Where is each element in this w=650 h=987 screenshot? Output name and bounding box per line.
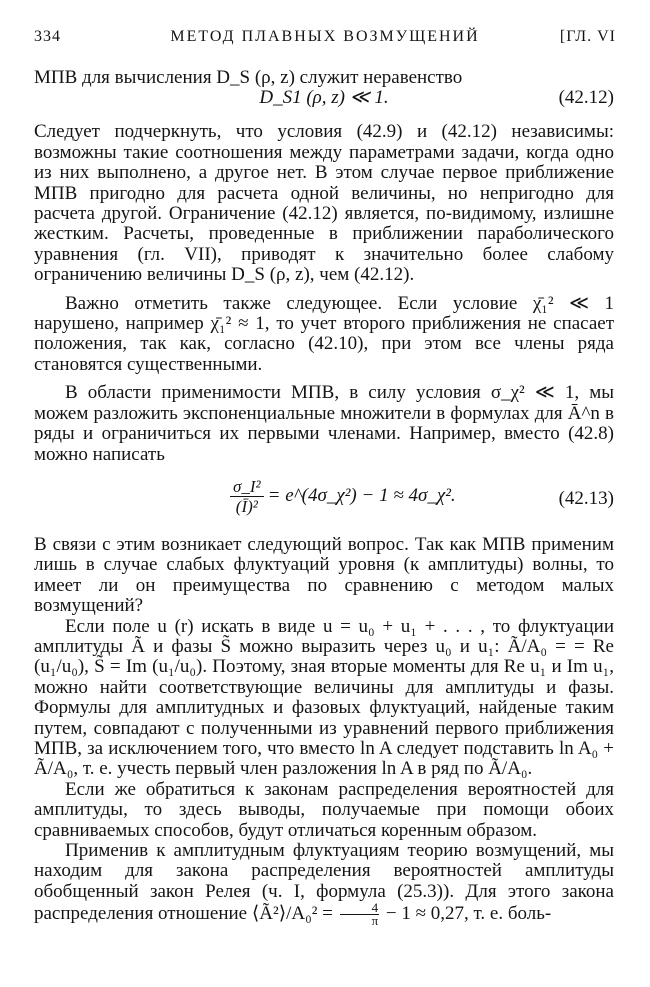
chapter-label: [ГЛ. VI [559, 28, 616, 45]
paragraph-8-text: Применив к амплитудным флуктуациям теорию возмущений, мы находим для закона распределения вероятностей амплитуды обобщенный закон Релея (ч. I, формула (25.3)). Для этого закона распределения отношение ⟨Ã²⟩/A₀² = [34, 840, 614, 925]
running-title: МЕТОД ПЛАВНЫХ ВОЗМУЩЕНИЙ [170, 28, 480, 45]
paragraph-5: В связи с этим возникает следующий вопрос. Так как МПВ применим лишь в случае слабых флуктуаций уровня (к амплитуды) волны, то имеет ли он преимущества по сравнению с методом малых возмущений? [34, 533, 614, 617]
formula-42-12 [34, 88, 614, 114]
formula-42-13-numerator: σ_I² [230, 477, 264, 497]
formula-42-13-number: (42.13) [558, 487, 614, 509]
paragraph-2: Следует подчеркнуть, что условия (42.9) и (42.12) независимы: возможны такие соотношения между параметрами задачи, когда одно из них выполнено, а другое нет. В этом случае первое приближение МПВ пригодно для расчета одной величины, но непригодно для расчета другой. Ограничение (42.12) является, по-видимому, излишне жестким. Расчеты, проведенные в приближении параболического уравнения (гл. VII), приводят к значительно более слабому ограничению величины D_S (ρ, z), чем (42.12). [34, 121, 614, 286]
page-header [34, 28, 616, 52]
formula-42-13-expression [230, 477, 456, 516]
paragraph-7: Если же обратиться к законам распределения вероятностей для амплитуды, то здесь выводы, получаемые при помощи обоих сравниваемых способов, будут отличаться коренным образом. [34, 778, 614, 841]
formula-42-13-rest: = e^(4σ_χ²) − 1 ≈ 4σ_χ². [267, 485, 456, 507]
formula-42-13-fraction [230, 477, 264, 516]
paragraph-8-fraction [340, 902, 380, 927]
page-body [34, 68, 614, 927]
paragraph-4: В области применимости МПВ, в силу условия σ_χ² ≪ 1, мы можем разложить экспоненциальные множители в формулах для Ā^n в ряды и ограничиться их первыми членами. Например, вместо (42.8) можно написать [34, 382, 614, 465]
page-number: 334 [34, 28, 61, 45]
formula-42-12-expression: D_S1 (ρ, z) ≪ 1. [259, 87, 389, 109]
paragraph-3: Важно отметить также следующее. Если условие χ̄₁² ≪ 1 нарушено, например χ̄₁² ≈ 1, то учет второго приближения не спасает положения, так как, согласно (42.10), при этом все члены ряда становятся существенными. [34, 292, 614, 375]
paragraph-8-tail: − 1 ≈ 0,27, т. е. боль- [385, 903, 552, 925]
formula-42-12-number: (42.12) [558, 87, 614, 109]
paragraph-8 [34, 841, 614, 927]
paragraph-8-fraction-numerator: 4 [340, 902, 380, 915]
paragraph-6: Если поле u (r) искать в виде u = u₀ + u₁ + . . . , то флуктуации амплитуды Ã и фазы S̃ можно выразить через u₀ и u₁: Ã/A₀ = = Re (u₁/u₀), S̃ = Im (u₁/u₀). Поэтому, зная вторые моменты для Re u₁ и Im u₁, можно найти соответствующие величины для амплитуды и фазы. Формулы для амплитудных и фазовых флуктуаций, найденые таким путем, совпадают с полученными из уравнений первого приближения МПВ, за исключением того, что вместо ln A следует подставить ln A₀ + Ã/A₀, т. е. учесть первый член разложения ln A в ряд по Ã/A₀. [34, 615, 614, 780]
paragraph-8-fraction-denominator: π [371, 913, 379, 929]
formula-42-13-denominator: (Ī)² [235, 496, 258, 516]
paragraph-1: МПВ для вычисления D_S (ρ, z) служит неравенство [34, 67, 463, 88]
formula-42-13 [34, 473, 614, 527]
